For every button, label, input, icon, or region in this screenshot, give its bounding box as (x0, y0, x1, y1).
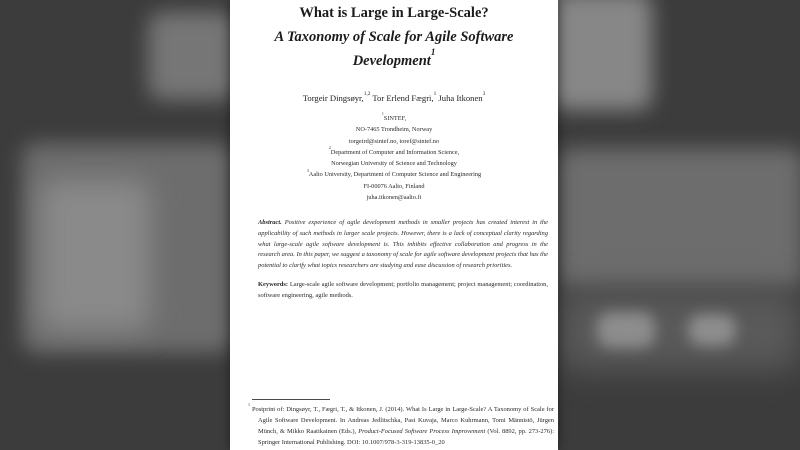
footnote-marker: 1 (248, 402, 250, 408)
keywords-label: Keywords: (258, 281, 289, 289)
affiliation-line: NO-7465 Trondheim, Norway (355, 126, 433, 134)
abstract-text: Positive experience of agile development methods in smaller projects has created interest in the applicability of such methods in larger scale projects. However, there is a lack of conceptual clarity regarding what large-scale agile software development is. This inhibits effective collaboration and progress in the research area. In this paper, we suggest a taxonomy of scale for agile software development projects that has the potential to clarify what topics researchers are studying and ease discussion of research priorities. (258, 219, 549, 269)
background-blob (552, 0, 652, 110)
affiliation-line: Norwegian University of Science and Technology (331, 160, 457, 168)
paper-title (230, 0, 558, 73)
abstract-label: Abstract. (258, 219, 282, 227)
author-line: Torgeir Dingsøyr,$^{1,2}$ Tor Erlend Fægri,$^1$ Juha Itkonen$^3$ (302, 90, 486, 103)
footnote-area (248, 399, 554, 448)
background-blob (40, 180, 150, 330)
affiliation-line: $^3$Aalto University, Department of Computer Science and Engineering (306, 168, 482, 179)
paper-title-line2: A Taxonomy of Scale for Agile Software (274, 29, 514, 45)
footnote-book-title: Product-Focused Software Process Improvement (358, 428, 486, 435)
affiliation-line: juha.itkonen@aalto.fi (366, 194, 422, 202)
affiliation-line: $^2$Department of Computer and Information Science, (328, 146, 460, 156)
author: Juha Itkonen (438, 93, 483, 103)
background-blob (688, 314, 736, 346)
title-footnote-marker: 1 (430, 47, 436, 58)
affiliation-line: $^1$SINTEF, (381, 112, 407, 122)
footnote-separator-rule (252, 399, 330, 400)
affiliation-line: torgeird@sintef.no, toref@sintef.no (348, 137, 440, 145)
background-blob (148, 12, 236, 100)
abstract-paragraph (258, 218, 548, 271)
background-blob (597, 312, 655, 348)
affiliations-block (230, 113, 558, 203)
background-blob (560, 290, 800, 370)
paper-title-line1: What is Large in Large-Scale? (299, 5, 489, 21)
author: Tor Erlend Fægri, (372, 93, 434, 103)
paper-page (230, 0, 558, 450)
footnote-citation: $^1$ Postprint of: Dingsøyr, T., Fægri, T., & Itkonen, J. (2014). What Is Large in Large-Scale? A Taxonomy of Scale for Agile Software Development. In Andreas Jedlitschka, Pasi Kuvaja, Marco Kuhrmann, Tomi Männistö, Jürgen Münch, & Mikko Raatikainen (Eds.), Product-Focused Software Process Improvement (Vol. 8892, pp. 273-276): Springer International Publishing. DOI: 10.1007/978-3-319-13835-0_20 (248, 402, 555, 446)
keywords-text: Large-scale agile software development; portfolio management; project management; coordination, software engineering, agile methods. (258, 281, 549, 299)
author: Torgeir Dingsøyr, (302, 93, 364, 103)
keywords-paragraph (258, 280, 548, 301)
background-blob (558, 148, 800, 288)
affiliation-line: FI-00076 Aalto, Finland (363, 182, 425, 190)
paper-title-line3: Development$^1$ (352, 47, 436, 69)
